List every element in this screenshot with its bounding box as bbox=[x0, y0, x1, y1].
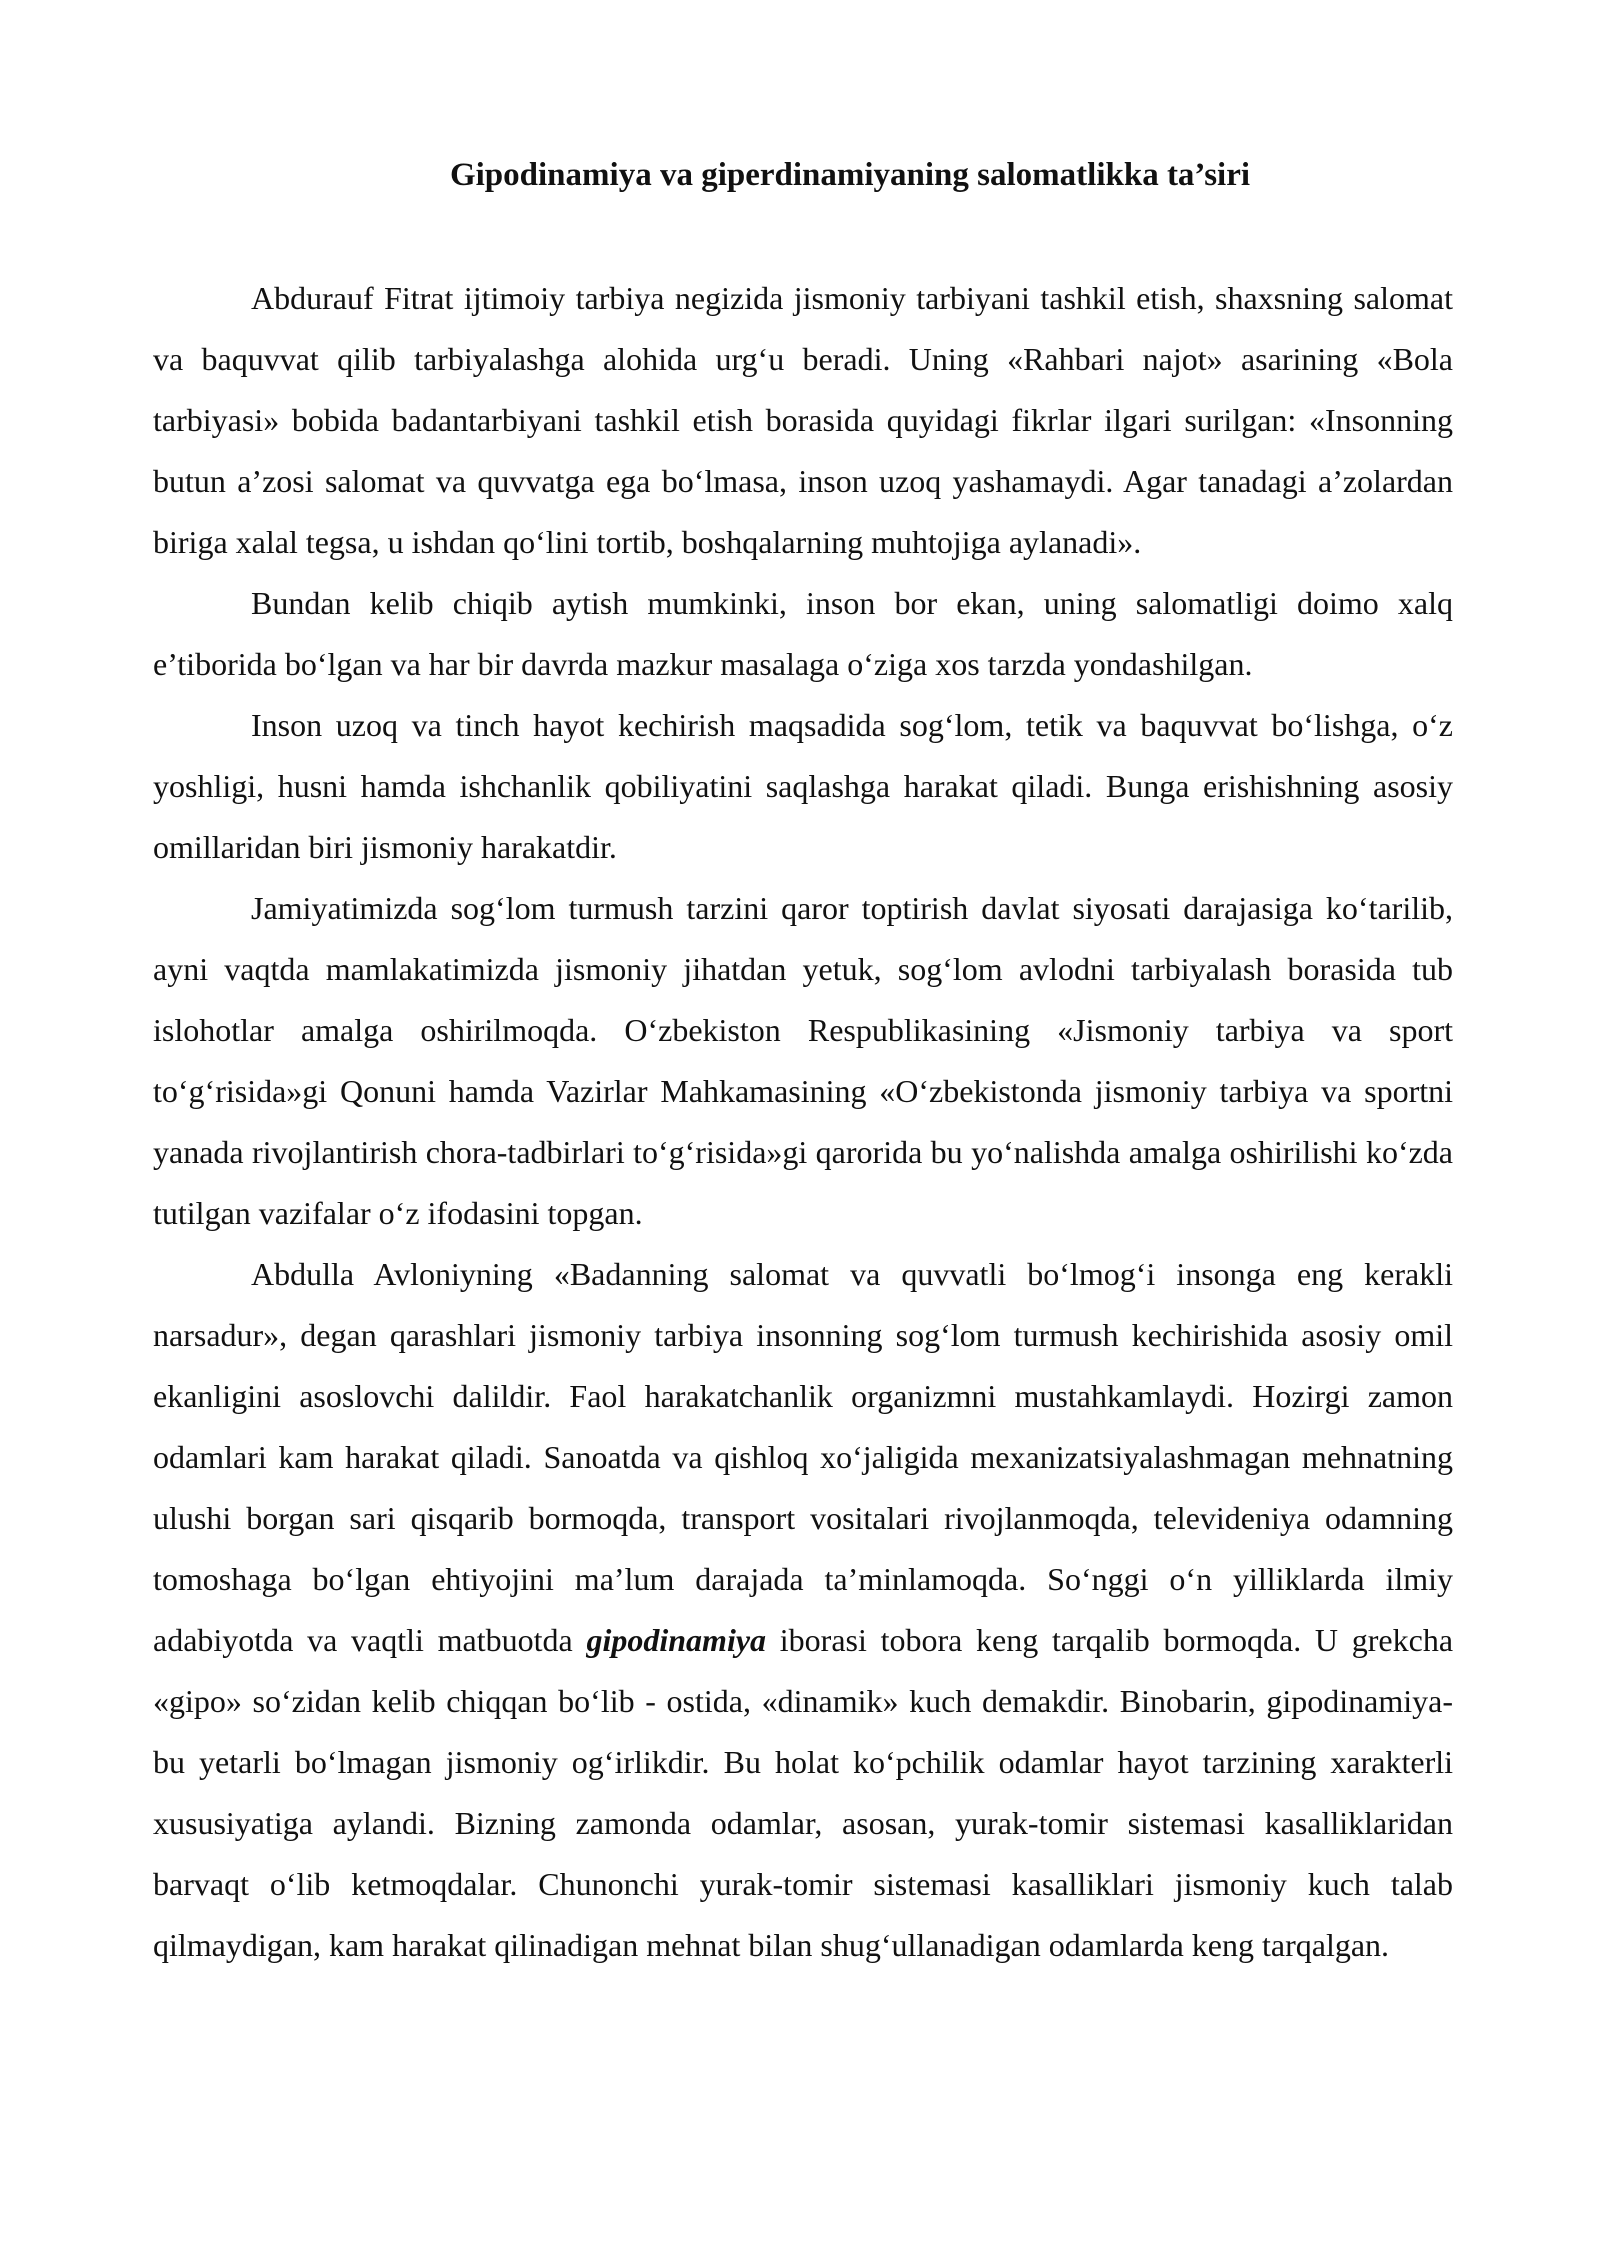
paragraph-avloniy bbox=[153, 1244, 1453, 1976]
document-body bbox=[153, 268, 1453, 1976]
paragraph-state-policy: Jamiyatimizda sog‘lom turmush tarzini qaror toptirish davlat siyosati darajasiga ko‘tarilib, ayni vaqtda mamlakatimizda jismoniy jihatdan yetuk, sog‘lom avlodni tarbiyalash borasida tub islohotlar amalga oshirilmoqda. O‘zbekiston Respublikasining «Jismoniy tarbiya va sport to‘g‘risida»gi Qonuni hamda Vazirlar Mahkamasining «O‘zbekistonda jismoniy tarbiya va sportni yanada rivojlantirish chora-tadbirlari to‘g‘risida»gi qarorida bu yo‘nalishda amalga oshirilishi ko‘zda tutilgan vazifalar o‘z ifodasini topgan. bbox=[153, 890, 1453, 1231]
paragraph-avloniy-part-1: Abdulla Avloniyning «Badanning salomat va quvvatli bo‘lmog‘i insonga eng kerakli narsadur», degan qarashlari jismoniy tarbiya insonning sog‘lom turmush kechirishida asosiy omil ekanligini asoslovchi dalildir. Faol harakatchanlik organizmni mustahkamlaydi. Hozirgi zamon odamlari kam harakat qiladi. Sanoatda va qishloq xo‘jaligida mexanizatsiyalashmagan mehnatning ulushi borgan sari qisqarib bormoqda, transport vositalari rivojlanmoqda, televideniya odamning tomoshaga bo‘lgan ehtiyojini ma’lum darajada ta’minlamoqda. So‘nggi o‘n yilliklarda ilmiy adabiyotda va vaqtli matbuotda bbox=[153, 1256, 1453, 1658]
paragraph-avloniy-part-2: iborasi tobora keng tarqalib bormoqda. U grekcha «gipo» so‘zidan kelib chiqqan bo‘lib - ostida, «dinamik» kuch demakdir. Binobarin, gipodinamiya-bu yetarli bo‘lmagan jismoniy og‘irlikdir. Bu holat ko‘pchilik odamlar hayot tarzining xarakterli xususiyatiga aylandi. Bizning zamonda odamlar, asosan, yurak-tomir sistemasi kasalliklaridan barvaqt o‘lib ketmoqdalar. Chunonchi yurak-tomir sistemasi kasalliklari jismoniy kuch talab qilmaydigan, kam harakat qilinadigan mehnat bilan shug‘ullanadigan odamlarda keng tarqalgan. bbox=[153, 1622, 1454, 1963]
document-title: Gipodinamiya va giperdinamiyaning salomatlikka ta’siri bbox=[449, 157, 1251, 193]
paragraph-health-attention: Bundan kelib chiqib aytish mumkinki, inson bor ekan, uning salomatligi doimo xalq e’tiborida bo‘lgan va har bir davrda mazkur masalaga o‘ziga xos tarzda yondashilgan. bbox=[153, 585, 1453, 682]
paragraph-long-life: Inson uzoq va tinch hayot kechirish maqsadida sog‘lom, tetik va baquvvat bo‘lishga, o‘z yoshligi, husni hamda ishchanlik qobiliyatini saqlashga harakat qiladi. Bunga erishishning asosiy omillaridan biri jismoniy harakatdir. bbox=[153, 707, 1453, 865]
paragraph-fitrat: Abdurauf Fitrat ijtimoiy tarbiya negizida jismoniy tarbiyani tashkil etish, shaxsning salomat va baquvvat qilib tarbiyalashga alohida urg‘u beradi. Uning «Rahbari najot» asarining «Bola tarbiyasi» bobida badantarbiyani tashkil etish borasida quyidagi fikrlar ilgari surilgan: «Insonning butun a’zosi salomat va quvvatga ega bo‘lmasa, inson uzoq yashamaydi. Agar tanadagi a’zolardan biriga xalal tegsa, u ishdan qo‘lini tortib, boshqalarning muhtojiga aylanadi». bbox=[153, 280, 1453, 560]
term-gipodinamiya: gipodinamiya bbox=[586, 1622, 767, 1658]
